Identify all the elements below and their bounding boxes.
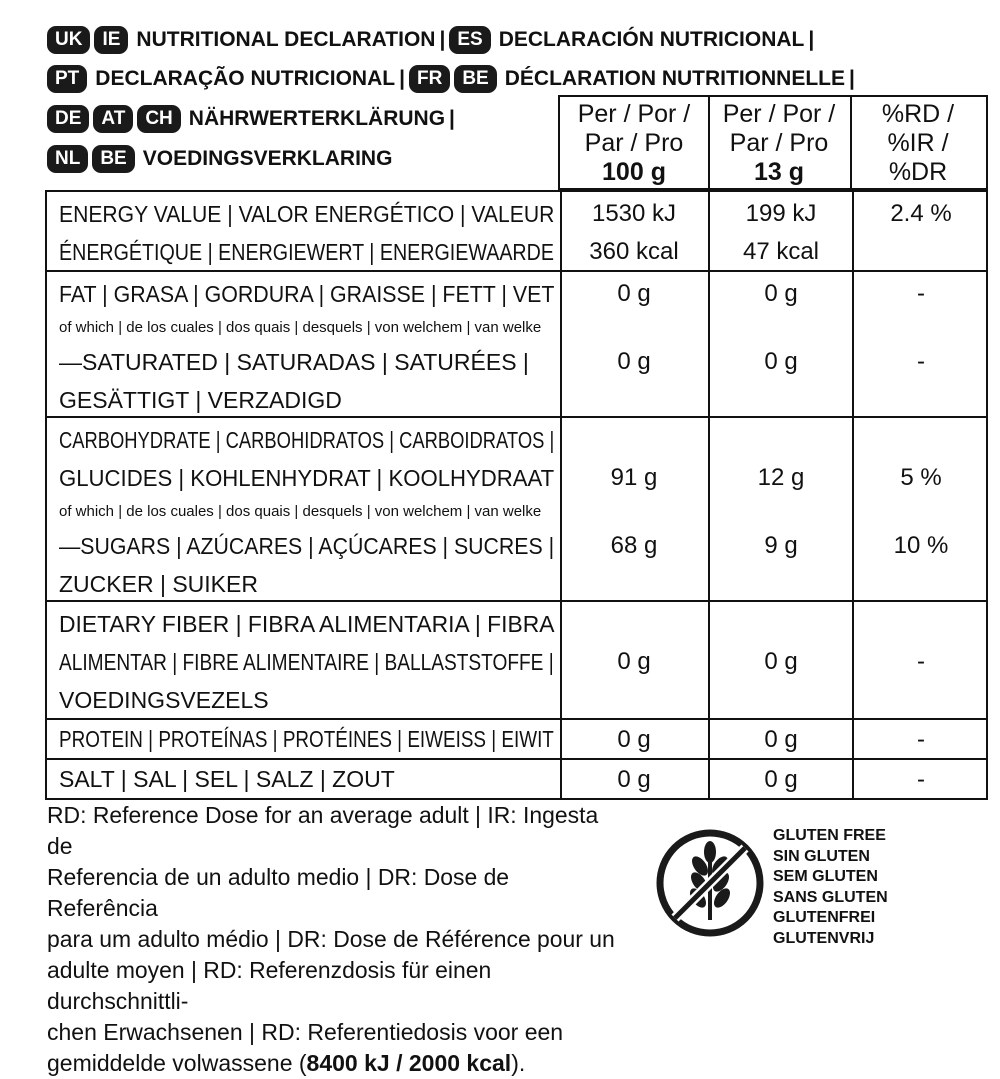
fat-13g: 0 g [764, 280, 798, 307]
gluten-free-label: SANS GLUTEN [773, 888, 888, 906]
sugars-rd: 10 % [893, 532, 949, 559]
header-line-3 [47, 103, 459, 135]
energy-label-1: ENERGY VALUE | VALOR ENERGÉTICO | VALEUR [59, 201, 555, 227]
sugars-label-2: ZUCKER | SUIKER [59, 571, 258, 597]
table-row-carbohydrate [45, 416, 988, 602]
heading-nl: VOEDINGSVERKLARING [142, 147, 393, 170]
fiber-label-1: DIETARY FIBER | FIBRA ALIMENTARIA | FIBRA [59, 611, 555, 637]
col-per13-line2: Par / Pro [729, 129, 829, 157]
table-row-fiber [45, 600, 988, 720]
column-header-per-13g [708, 100, 850, 187]
gluten-free-label: SIN GLUTEN [773, 847, 870, 865]
footnote-line: adulte moyen | RD: Referenzdosis für einen durchschnittli- [47, 957, 492, 1014]
saturated-100g: 0 g [617, 348, 651, 375]
table-row-fat [45, 270, 988, 418]
heading-de: NÄHRWERTERKLÄRUNG [188, 107, 446, 130]
column-header-per-100g [560, 100, 708, 187]
col-per100-line3: 100 g [602, 158, 666, 186]
carbs-of-which: of which | de los cuales | dos quais | desquels | von welchem | van welke [59, 503, 542, 520]
saturated-label-2: GESÄTTIGT | VERZADIGD [59, 387, 342, 413]
col-per13-line1: Per / Por / [722, 100, 836, 128]
saturated-label-1: —SATURATED | SATURADAS | SATURÉES | [59, 349, 529, 375]
carbs-label-1: CARBOHYDRATE | CARBOHIDRATOS | CARBOIDRATOS | [59, 427, 555, 453]
energy-100g-kcal: 360 kcal [589, 238, 679, 265]
protein-label: PROTEIN | PROTEÍNAS | PROTÉINES | EIWEISS | EIWIT [59, 726, 554, 752]
gluten-free-label: GLUTENFREI [773, 909, 876, 926]
separator: | [449, 107, 455, 130]
table-row-salt [45, 758, 988, 800]
footnote-line: gemiddelde volwassene ( [47, 1050, 307, 1076]
footnote-line: RD: Reference Dose for an average adult | IR: Ingesta de [47, 802, 599, 859]
saturated-rd: - [917, 348, 925, 375]
sugars-label-1: —SUGARS | AZÚCARES | AÇÚCARES | SUCRES | [59, 533, 555, 559]
footnote-line: para um adulto médio | DR: Dose de Référence pour un [47, 926, 615, 952]
energy-100g-kj: 1530 kJ [591, 200, 677, 227]
carbs-label-2: GLUCIDES | KOHLENHYDRAT | KOOLHYDRAAT [59, 465, 555, 491]
separator: | [808, 28, 815, 51]
footnote-line: Referencia de un adulto medio | DR: Dose de Referência [47, 864, 510, 921]
energy-13g-kj: 199 kJ [745, 200, 817, 227]
heading-fr: DÉCLARATION NUTRITIONNELLE [504, 67, 845, 90]
separator: | [399, 67, 405, 90]
country-badge-be: BE [92, 145, 134, 173]
country-badge-uk: UK [47, 26, 90, 54]
fat-of-which: of which | de los cuales | dos quais | desquels | von welchem | van welke [59, 319, 542, 336]
country-badge-ie: IE [94, 26, 128, 54]
salt-rd: - [917, 766, 925, 793]
header-line-1 [47, 24, 818, 56]
table-row-energy [45, 190, 988, 272]
country-badge-be: BE [454, 65, 496, 93]
salt-13g: 0 g [764, 766, 798, 793]
salt-label: SALT | SAL | SEL | SALZ | ZOUT [59, 766, 395, 792]
col-rd-line2: %IR / [887, 129, 949, 157]
footnote-line-end: ). [511, 1050, 526, 1076]
heading-pt: DECLARAÇÃO NUTRICIONAL [95, 67, 396, 90]
protein-rd: - [917, 726, 925, 753]
heading-en: NUTRITIONAL DECLARATION [136, 28, 436, 51]
fiber-rd: - [917, 648, 925, 675]
header-line-4 [47, 143, 392, 175]
protein-100g: 0 g [617, 726, 651, 753]
separator: | [439, 28, 446, 51]
sugars-13g: 9 g [764, 532, 798, 559]
fat-label: FAT | GRASA | GORDURA | GRAISSE | FETT | VET [59, 281, 555, 307]
country-badge-ch: CH [137, 105, 180, 133]
crossed-grain-icon [655, 828, 765, 938]
country-badge-fr: FR [409, 65, 450, 93]
col-rd-line3: %DR [888, 158, 948, 186]
saturated-13g: 0 g [764, 348, 798, 375]
gluten-free-label: SEM GLUTEN [773, 868, 878, 885]
heading-es: DECLARACIÓN NUTRICIONAL [498, 28, 805, 51]
salt-100g: 0 g [617, 766, 651, 793]
table-row-protein [45, 718, 988, 760]
fiber-label-3: VOEDINGSVEZELS [59, 687, 269, 713]
fiber-13g: 0 g [764, 648, 798, 675]
carbs-13g: 12 g [757, 464, 805, 491]
col-per100-line2: Par / Pro [584, 129, 684, 157]
sugars-100g: 68 g [610, 532, 658, 559]
energy-label-2: ÉNERGÉTIQUE | ENERGIEWERT | ENERGIEWAARDE [59, 239, 554, 265]
gluten-free-label: GLUTEN FREE [773, 827, 886, 844]
fat-100g: 0 g [617, 280, 651, 307]
carbs-rd: 5 % [900, 464, 942, 491]
footnote-energy-ref: 8400 kJ / 2000 kcal [306, 1050, 512, 1076]
col-per13-line3: 13 g [753, 158, 805, 186]
country-badge-pt: PT [47, 65, 87, 93]
protein-13g: 0 g [764, 726, 798, 753]
energy-rd: 2.4 % [890, 200, 952, 227]
separator: | [849, 67, 855, 90]
energy-13g-kcal: 47 kcal [742, 238, 820, 265]
gluten-free-label: GLUTENVRIJ [773, 929, 875, 947]
reference-dose-footnote [47, 800, 617, 1079]
fiber-100g: 0 g [617, 648, 651, 675]
col-per100-line1: Per / Por / [577, 100, 691, 128]
col-rd-line1: %RD / [881, 100, 955, 128]
country-badge-de: DE [47, 105, 89, 133]
fat-rd: - [917, 280, 925, 307]
column-header-rd [850, 100, 986, 187]
gluten-free-labels [773, 826, 888, 949]
header-line-2 [47, 63, 859, 95]
country-badge-nl: NL [47, 145, 88, 173]
carbs-100g: 91 g [610, 464, 658, 491]
footnote-line: chen Erwachsenen | RD: Referentiedosis voor een [47, 1019, 564, 1045]
country-badge-at: AT [93, 105, 133, 133]
fiber-label-2: ALIMENTAR | FIBRE ALIMENTAIRE | BALLASTSTOFFE | [59, 649, 554, 675]
country-badge-es: ES [449, 26, 490, 54]
